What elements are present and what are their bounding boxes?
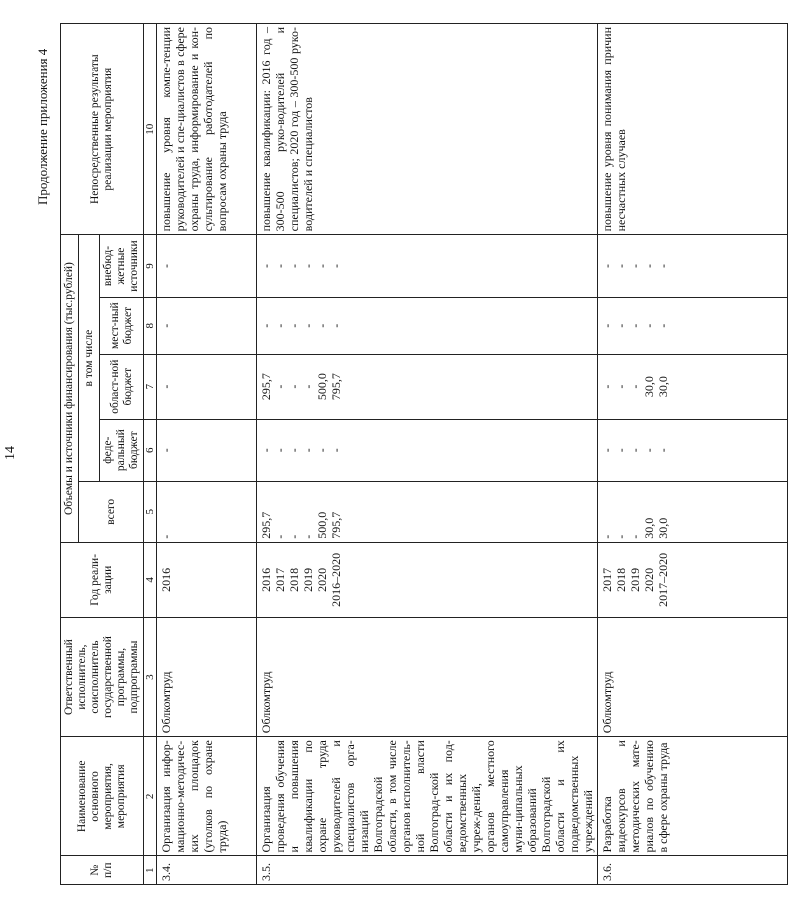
regional-value: -: [159, 384, 173, 389]
header-funding: Объемы и источники финансирования (тыс.рублей): [61, 235, 79, 542]
federal-value: -: [614, 448, 628, 453]
row-number: 3.6.: [598, 856, 788, 885]
extra-value: -: [301, 264, 315, 269]
row-extra: [598, 235, 788, 297]
regional-value: 295,7: [259, 373, 273, 401]
col-number: 3: [144, 617, 157, 736]
col-number: 4: [144, 542, 157, 617]
col-number: 9: [144, 235, 157, 297]
table-row: [598, 24, 788, 885]
extra-value: -: [642, 264, 656, 269]
row-regional: [257, 354, 598, 419]
row-local: [157, 297, 257, 354]
year-value: 2019: [301, 567, 315, 592]
total-value: 30,0: [642, 517, 656, 539]
year-value: 2016–2020: [329, 552, 343, 607]
table-row: [257, 24, 598, 885]
federal-value: -: [273, 448, 287, 453]
extra-value: -: [315, 264, 329, 269]
local-value: -: [273, 323, 287, 328]
col-number: 8: [144, 297, 157, 354]
regional-value: 795,7: [329, 373, 343, 401]
row-name: Организация проведения обучения и повышения квалификации по охране труда руководителей и специалистов орга-низаций Волгоградской области, в том числе органов исполнитель-ной власти Волгоград-ской области и их под-ведомственных учреж-дений, органов местного самоуправления муни-ципальных образований Волгоградской области и их подведомственных учреждений: [257, 737, 598, 856]
header-extra: внебюд-жетные источники: [100, 235, 144, 297]
header-year: Год реали-зации: [61, 542, 144, 617]
local-value: -: [329, 323, 343, 328]
regional-value: -: [273, 384, 287, 389]
column-number-row: [144, 24, 157, 885]
extra-value: -: [259, 264, 273, 269]
col-number: 7: [144, 354, 157, 419]
total-value: -: [287, 534, 301, 539]
row-extra: [257, 235, 598, 297]
row-total: [157, 481, 257, 542]
regional-value: -: [600, 384, 614, 389]
year-value: 2020: [315, 567, 329, 592]
year-value: 2018: [287, 567, 301, 592]
col-number: 5: [144, 481, 157, 542]
extra-value: -: [600, 264, 614, 269]
local-value: -: [159, 323, 173, 328]
federal-value: -: [628, 448, 642, 453]
header-executor: Ответственный исполнитель, соисполнитель государственной программы, подпрограммы: [61, 617, 144, 736]
row-years: [157, 542, 257, 617]
row-name: Разработка видеокурсов и методических мате-риалов по обучению в сфере охраны труда: [598, 737, 788, 856]
regional-value: -: [614, 384, 628, 389]
continuation-label: Продолжение приложения 4: [35, 48, 50, 205]
extra-value: -: [159, 264, 173, 269]
total-value: -: [159, 534, 173, 539]
regional-value: -: [301, 384, 315, 389]
row-regional: [157, 354, 257, 419]
total-value: 795,7: [329, 511, 343, 539]
header-regional: област-ной бюджет: [100, 354, 144, 419]
federal-value: -: [287, 448, 301, 453]
local-value: -: [614, 323, 628, 328]
regional-value: 30,0: [656, 376, 670, 398]
total-value: 30,0: [656, 517, 670, 539]
page-number: 14: [3, 446, 18, 460]
row-total: [598, 481, 788, 542]
year-value: 2018: [614, 567, 628, 592]
extra-value: -: [273, 264, 287, 269]
row-result: повышение уровня понимания причин несчастных случаев: [598, 24, 788, 235]
extra-value: -: [656, 264, 670, 269]
local-value: -: [315, 323, 329, 328]
year-value: 2017: [273, 567, 287, 592]
total-value: -: [301, 534, 315, 539]
row-result: повышение уровня компе-тенции руководителей и спе-циалистов в сфере охраны труда, информирование и кон-сультирование работодателей по вопросам охраны труда: [157, 24, 257, 235]
col-number: 6: [144, 419, 157, 481]
col-number: 2: [144, 737, 157, 856]
row-federal: [598, 419, 788, 481]
extra-value: -: [287, 264, 301, 269]
header-federal: феде-ральный бюджет: [100, 419, 144, 481]
row-years: [257, 542, 598, 617]
federal-value: -: [600, 448, 614, 453]
row-executor: Облкомтруд: [598, 617, 788, 736]
total-value: -: [600, 534, 614, 539]
row-name: Организация инфор-мационно-методичес-ких площадок (уголков по охране труда): [157, 737, 257, 856]
row-local: [257, 297, 598, 354]
col-number: 1: [144, 856, 157, 885]
extra-value: -: [628, 264, 642, 269]
extra-value: -: [329, 264, 343, 269]
year-value: 2020: [642, 567, 656, 592]
header-num: № п/п: [61, 856, 144, 885]
year-value: 2017: [600, 567, 614, 592]
local-value: -: [600, 323, 614, 328]
total-value: 295,7: [259, 511, 273, 539]
header-in-that: в том числе: [79, 235, 100, 481]
table-row: [157, 24, 257, 885]
local-value: -: [287, 323, 301, 328]
row-executor: Облкомтруд: [157, 617, 257, 736]
row-result: повышение квалификации: 2016 год – 300-500 руко-водителей и специалистов; 2020 год – 300-500 руко-водителей и специалистов: [257, 24, 598, 235]
regional-value: -: [628, 384, 642, 389]
row-federal: [257, 419, 598, 481]
federal-value: -: [656, 448, 670, 453]
row-local: [598, 297, 788, 354]
header-local: мест-ный бюджет: [100, 297, 144, 354]
total-value: -: [628, 534, 642, 539]
col-number: 10: [144, 24, 157, 235]
federal-value: -: [329, 448, 343, 453]
extra-value: -: [614, 264, 628, 269]
total-value: 500,0: [315, 511, 329, 539]
total-value: -: [273, 534, 287, 539]
row-total: [257, 481, 598, 542]
row-executor: Облкомтруд: [257, 617, 598, 736]
program-table: [60, 23, 788, 885]
year-value: 2019: [628, 567, 642, 592]
row-years: [598, 542, 788, 617]
header-total: всего: [79, 481, 144, 542]
local-value: -: [259, 323, 273, 328]
federal-value: -: [301, 448, 315, 453]
local-value: -: [301, 323, 315, 328]
row-number: 3.5.: [257, 856, 598, 885]
row-extra: [157, 235, 257, 297]
federal-value: -: [315, 448, 329, 453]
header-results: Непосредственные результаты реализации мероприятия: [61, 24, 144, 235]
regional-value: -: [287, 384, 301, 389]
local-value: -: [642, 323, 656, 328]
local-value: -: [628, 323, 642, 328]
row-regional: [598, 354, 788, 419]
regional-value: 30,0: [642, 376, 656, 398]
header-name: Наименование основного мероприятия, мероприятия: [61, 737, 144, 856]
federal-value: -: [642, 448, 656, 453]
row-number: 3.4.: [157, 856, 257, 885]
regional-value: 500,0: [315, 373, 329, 401]
federal-value: -: [159, 448, 173, 453]
row-federal: [157, 419, 257, 481]
federal-value: -: [259, 448, 273, 453]
local-value: -: [656, 323, 670, 328]
year-value: 2016: [159, 567, 173, 592]
year-value: 2016: [259, 567, 273, 592]
year-value: 2017–2020: [656, 552, 670, 607]
total-value: -: [614, 534, 628, 539]
